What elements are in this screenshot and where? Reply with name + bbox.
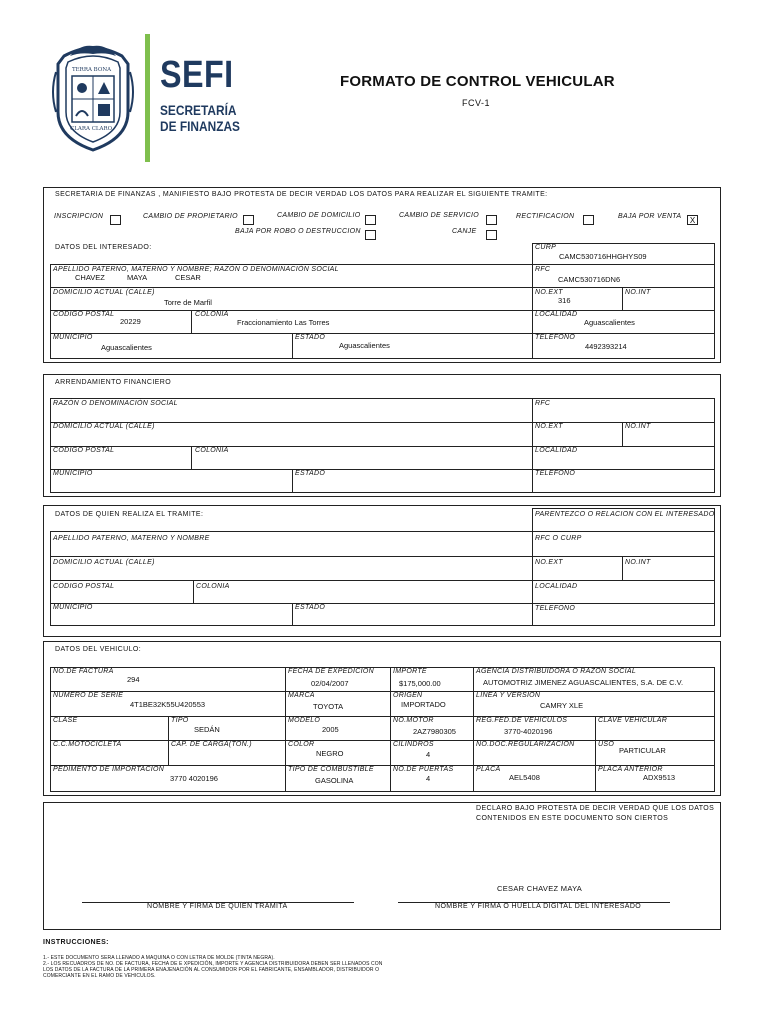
- carga-label: CAP. DE CARGA(TON.): [171, 741, 252, 748]
- serie-label: NUMERO DE SERIE: [53, 692, 124, 699]
- reg-fed-label: REG.FED.DE VEHICULOS: [476, 717, 568, 724]
- cp-value[interactable]: 20229: [120, 317, 141, 326]
- uso-value[interactable]: PARTICULAR: [619, 746, 666, 755]
- option-inscripcion-label: INSCRIPCION: [54, 213, 104, 220]
- importe-label: IMPORTE: [393, 668, 427, 675]
- puertas-value[interactable]: 4: [426, 774, 431, 783]
- arr-noext-label: NO.EXT: [535, 423, 563, 430]
- tram-telefono-label: TELEFONO: [535, 605, 576, 612]
- tramitante-title: DATOS DE QUIEN REALIZA EL TRAMITE:: [55, 511, 204, 518]
- option-cambio-propietario-checkbox[interactable]: [243, 215, 254, 225]
- option-rectificacion-label: RECTIFICACION: [516, 213, 575, 220]
- nombre-value[interactable]: CESAR: [175, 273, 201, 282]
- pedimento-label: PEDIMENTO DE IMPORTACION: [53, 766, 165, 773]
- motor-value[interactable]: 2AZ7980305: [413, 727, 456, 736]
- instrucciones-title: INSTRUCCIONES:: [43, 939, 109, 946]
- arrendamiento-title: ARRENDAMIENTO FINANCIERO: [55, 379, 172, 386]
- cc-label: C.C.MOTOCICLETA: [53, 741, 122, 748]
- cilindros-value[interactable]: 4: [426, 750, 431, 759]
- linea-label: LINEA Y VERSION: [476, 692, 541, 699]
- factura-label: NO.DE FACTURA: [53, 668, 114, 675]
- localidad-value[interactable]: Aguascalientes: [584, 318, 635, 327]
- instruccion-2: 2.- LOS RECUADROS DE NO. DE FACTURA, FECHA DE E XPEDICIÓN, IMPORTE Y AGENCIA DISTRIBUIDORA DEBEN SER LLENADOS CON: [43, 961, 383, 967]
- tram-municipio-label: MUNICIPIO: [53, 604, 93, 611]
- rfc-value[interactable]: CAMC530716DN6: [558, 275, 621, 284]
- seal-top-text: TERRA BONA: [72, 67, 112, 73]
- agencia-label: AGENCIA DISTRIBUIDORA O RAZON SOCIAL: [476, 668, 637, 675]
- brand-short: SEFI: [160, 54, 234, 96]
- declaracion-line2: CONTENIDOS EN ESTE DOCUMENTO SON CIERTOS: [476, 815, 669, 822]
- brand-line2: DE FINANZAS: [160, 118, 241, 134]
- tram-rfc-curp-label: RFC O CURP: [535, 535, 582, 542]
- brand-divider: [145, 34, 150, 162]
- municipio-value[interactable]: Aguascalientes: [101, 343, 152, 352]
- modelo-value[interactable]: 2005: [322, 725, 339, 734]
- factura-value[interactable]: 294: [127, 675, 140, 684]
- arr-localidad-label: LOCALIDAD: [535, 447, 578, 454]
- tram-domicilio-label: DOMICILIO ACTUAL (CALLE): [53, 559, 155, 566]
- noint-label: NO.INT: [625, 289, 651, 296]
- telefono-label: TELEFONO: [535, 334, 576, 341]
- fecha-exp-value[interactable]: 02/04/2007: [311, 679, 349, 688]
- placa-value[interactable]: AEL5408: [509, 773, 540, 782]
- tipo-label: TIPO: [171, 717, 189, 724]
- municipio-label: MUNICIPIO: [53, 334, 93, 341]
- firma-tramita-label: NOMBRE Y FIRMA DE QUIEN TRAMITA: [147, 903, 288, 910]
- origen-value[interactable]: IMPORTADO: [401, 700, 446, 709]
- regularizacion-label: NO.DOC.REGULARIZACION: [476, 741, 575, 748]
- domicilio-value[interactable]: Torre de Marfil: [164, 298, 212, 307]
- option-cambio-domicilio-label: CAMBIO DE DOMICILIO: [277, 212, 361, 219]
- state-seal-logo: [50, 42, 136, 154]
- combustible-value[interactable]: GASOLINA: [315, 776, 354, 785]
- arr-rfc-label: RFC: [535, 400, 551, 407]
- apellido-materno-value[interactable]: MAYA: [127, 273, 148, 282]
- noext-value[interactable]: 316: [558, 296, 571, 305]
- cp-label: CODIGO POSTAL: [53, 311, 115, 318]
- seal-bottom-text: CLARA CLARO: [70, 126, 113, 132]
- marca-label: MARCA: [288, 692, 315, 699]
- arr-noint-label: NO.INT: [625, 423, 651, 430]
- option-rectificacion-checkbox[interactable]: [583, 215, 594, 225]
- domicilio-label: DOMICILIO ACTUAL (CALLE): [53, 289, 155, 296]
- arr-municipio-label: MUNICIPIO: [53, 470, 93, 477]
- pedimento-value[interactable]: 3770 4020196: [170, 774, 218, 783]
- sefi-brand: [160, 56, 254, 134]
- modelo-label: MODELO: [288, 717, 321, 724]
- color-label: COLOR: [288, 741, 315, 748]
- clave-vehicular-label: CLAVE VEHICULAR: [598, 717, 668, 724]
- arr-razon-label: RAZÓN O DENOMINACIÓN SOCIAL: [53, 400, 178, 407]
- option-baja-venta-checkbox[interactable]: X: [687, 215, 698, 225]
- tram-noint-label: NO.INT: [625, 559, 651, 566]
- arr-estado-label: ESTADO: [295, 470, 326, 477]
- interesado-firma-nombre[interactable]: CESAR CHAVEZ MAYA: [497, 884, 583, 893]
- puertas-label: NO.DE PUERTAS: [393, 766, 454, 773]
- tram-colonia-label: COLONIA: [196, 583, 230, 590]
- curp-value[interactable]: CAMC530716HHGHYS09: [559, 252, 647, 261]
- tram-estado-label: ESTADO: [295, 604, 326, 611]
- placa-anterior-value[interactable]: ADX9513: [643, 773, 676, 782]
- colonia-label: COLONIA: [195, 311, 229, 318]
- tram-nombre-label: APELLIDO PATERNO, MATERNO Y NOMBRE: [53, 535, 210, 542]
- vehiculo-title: DATOS DEL VEHICULO:: [55, 646, 142, 653]
- instruccion-1: 1.- ESTE DOCUMENTO SERA LLENADO A MAQUINA O CON LETRA DE MOLDE (TINTA NEGRA).: [43, 955, 275, 961]
- option-baja-robo-label: BAJA POR ROBO O DESTRUCCION: [235, 228, 361, 235]
- placa-label: PLACA: [476, 766, 501, 773]
- tram-localidad-label: LOCALIDAD: [535, 583, 578, 590]
- arr-colonia-label: COLONIA: [195, 447, 229, 454]
- option-baja-venta-label: BAJA POR VENTA: [618, 213, 682, 220]
- estado-label: ESTADO: [295, 334, 326, 341]
- arr-telefono-label: TELEFONO: [535, 470, 576, 477]
- declaracion-line1: DECLARO BAJO PROTESTA DE DECIR VERDAD QUE LOS DATOS: [476, 805, 715, 812]
- tramite-declaration: SECRETARIA DE FINANZAS , MANIFIESTO BAJO PROTESTA DE DECIR VERDAD LOS DATOS PARA REALIZAR EL SIGUIENTE TRAMITE:: [55, 191, 548, 198]
- marca-value[interactable]: TOYOTA: [313, 702, 344, 711]
- agencia-value[interactable]: AUTOMOTRIZ JIMENEZ AGUASCALIENTES, S.A. DE C.V.: [483, 678, 684, 687]
- telefono-value[interactable]: 4492393214: [585, 342, 627, 351]
- apellido-paterno-value[interactable]: CHAVEZ: [75, 273, 105, 282]
- uso-label: USO: [598, 741, 615, 748]
- instruccion-3: LOS DATOS DE LA FACTURA DE LA PRIMERA ENAJENACIÓN AL CONSUMIDOR POR EL FABRICANTE, ENSAMBLADOR, DISTRIBUIDOR O: [43, 967, 380, 973]
- motor-label: NO.MOTOR: [393, 717, 434, 724]
- fecha-exp-label: FECHA DE EXPEDICION: [288, 668, 374, 675]
- arr-domicilio-label: DOMICILIO ACTUAL (CALLE): [53, 423, 155, 430]
- noext-label: NO.EXT: [535, 289, 563, 296]
- document-code: FCV-1: [462, 98, 491, 108]
- cilindros-label: CILINDROS: [393, 741, 434, 748]
- reg-fed-value[interactable]: 3770-4020196: [504, 727, 553, 736]
- combustible-label: TIPO DE COMBUSTIBLE: [288, 766, 374, 773]
- rfc-label: RFC: [535, 266, 551, 273]
- localidad-label: LOCALIDAD: [535, 311, 578, 318]
- curp-label: CURP: [535, 244, 557, 251]
- colonia-value[interactable]: Fraccionamiento Las Torres: [237, 318, 330, 327]
- document-title: FORMATO DE CONTROL VEHICULAR: [340, 73, 615, 90]
- option-cambio-domicilio-checkbox[interactable]: [365, 215, 376, 225]
- parentezco-label: PARENTEZCO O RELACION CON EL INTERESADO: [535, 511, 715, 518]
- datos-interesado-label: DATOS DEL INTERESADO:: [55, 244, 152, 251]
- option-cambio-servicio-label: CAMBIO DE SERVICIO: [399, 212, 479, 219]
- placa-anterior-label: PLACA ANTERIOR: [598, 766, 663, 773]
- option-canje-checkbox[interactable]: [486, 230, 497, 240]
- option-inscripcion-checkbox[interactable]: [110, 215, 121, 225]
- importe-value[interactable]: $175,000.00: [399, 679, 441, 688]
- firma-interesado-label: NOMBRE Y FIRMA O HUELLA DIGITAL DEL INTERESADO: [435, 903, 642, 910]
- option-canje-label: CANJE: [452, 228, 477, 235]
- instruccion-4: COMERCIANTE EN EL RAMO DE VEHICULOS.: [43, 973, 156, 979]
- option-cambio-propietario-label: CAMBIO DE PROPIETARIO: [143, 213, 238, 220]
- brand-line1: SECRETARÍA: [160, 102, 237, 118]
- origen-label: ORIGEN: [393, 692, 423, 699]
- estado-value[interactable]: Aguascalientes: [339, 341, 390, 350]
- option-baja-robo-checkbox[interactable]: [365, 230, 376, 240]
- tram-cp-label: CODIGO POSTAL: [53, 583, 115, 590]
- arr-cp-label: CODIGO POSTAL: [53, 447, 115, 454]
- linea-value[interactable]: CAMRY XLE: [540, 701, 584, 710]
- tramitante-grid: [50, 508, 715, 626]
- serie-value[interactable]: 4T1BE32K55U420553: [130, 700, 206, 709]
- nombre-label: APELLIDO PATERNO, MATERNO Y NOMBRE; RAZÓN O DENOMINACIÓN SOCIAL: [53, 266, 339, 273]
- color-value[interactable]: NEGRO: [316, 749, 344, 758]
- tram-noext-label: NO.EXT: [535, 559, 563, 566]
- tipo-value[interactable]: SEDÁN: [194, 725, 220, 734]
- clase-label: CLASE: [53, 717, 78, 724]
- option-cambio-servicio-checkbox[interactable]: [486, 215, 497, 225]
